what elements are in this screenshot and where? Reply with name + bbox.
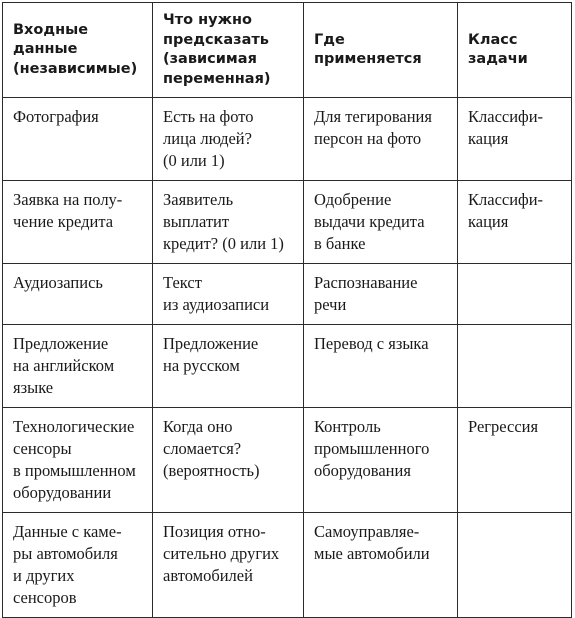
cell-task-class xyxy=(458,264,572,325)
cell-task-class xyxy=(458,325,572,408)
table-row xyxy=(3,513,572,618)
cell-target: Предложение на русском xyxy=(153,325,304,408)
cell-application: Перевод с языка xyxy=(304,325,458,408)
header-input-data: Входные данные (независимые) xyxy=(3,3,153,98)
table-row xyxy=(3,408,572,513)
header-task-class: Класс задачи xyxy=(458,3,572,98)
cell-task-class xyxy=(458,513,572,618)
cell-target: Есть на фото лица людей? (0 или 1) xyxy=(153,98,304,181)
cell-input: Аудиозапись xyxy=(3,264,153,325)
cell-input: Данные с каме- ры автомобиля и других сенсоров xyxy=(3,513,153,618)
cell-application: Самоуправляе- мые автомобили xyxy=(304,513,458,618)
cell-application: Для тегирования персон на фото xyxy=(304,98,458,181)
cell-target: Текст из аудиозаписи xyxy=(153,264,304,325)
cell-input: Фотография xyxy=(3,98,153,181)
cell-target: Заявитель выплатит кредит? (0 или 1) xyxy=(153,181,304,264)
cell-application: Контроль промышленного оборудования xyxy=(304,408,458,513)
table-row xyxy=(3,264,572,325)
cell-input: Заявка на полу- чение кредита xyxy=(3,181,153,264)
cell-input: Технологические сенсоры в промышленном оборудовании xyxy=(3,408,153,513)
table-header-row xyxy=(3,3,572,98)
table-row xyxy=(3,181,572,264)
cell-target: Позиция отно- сительно других автомобилей xyxy=(153,513,304,618)
cell-target: Когда оно сломается? (вероятность) xyxy=(153,408,304,513)
cell-task-class: Регрессия xyxy=(458,408,572,513)
header-target-variable: Что нужно предсказать (зависимая переменная) xyxy=(153,3,304,98)
cell-application: Распознавание речи xyxy=(304,264,458,325)
cell-input: Предложение на английском языке xyxy=(3,325,153,408)
header-application: Где применяется xyxy=(304,3,458,98)
cell-task-class: Классифи- кация xyxy=(458,181,572,264)
table-row xyxy=(3,325,572,408)
cell-task-class: Классифи- кация xyxy=(458,98,572,181)
cell-application: Одобрение выдачи кредита в банке xyxy=(304,181,458,264)
ml-tasks-table xyxy=(2,2,572,618)
table-row xyxy=(3,98,572,181)
